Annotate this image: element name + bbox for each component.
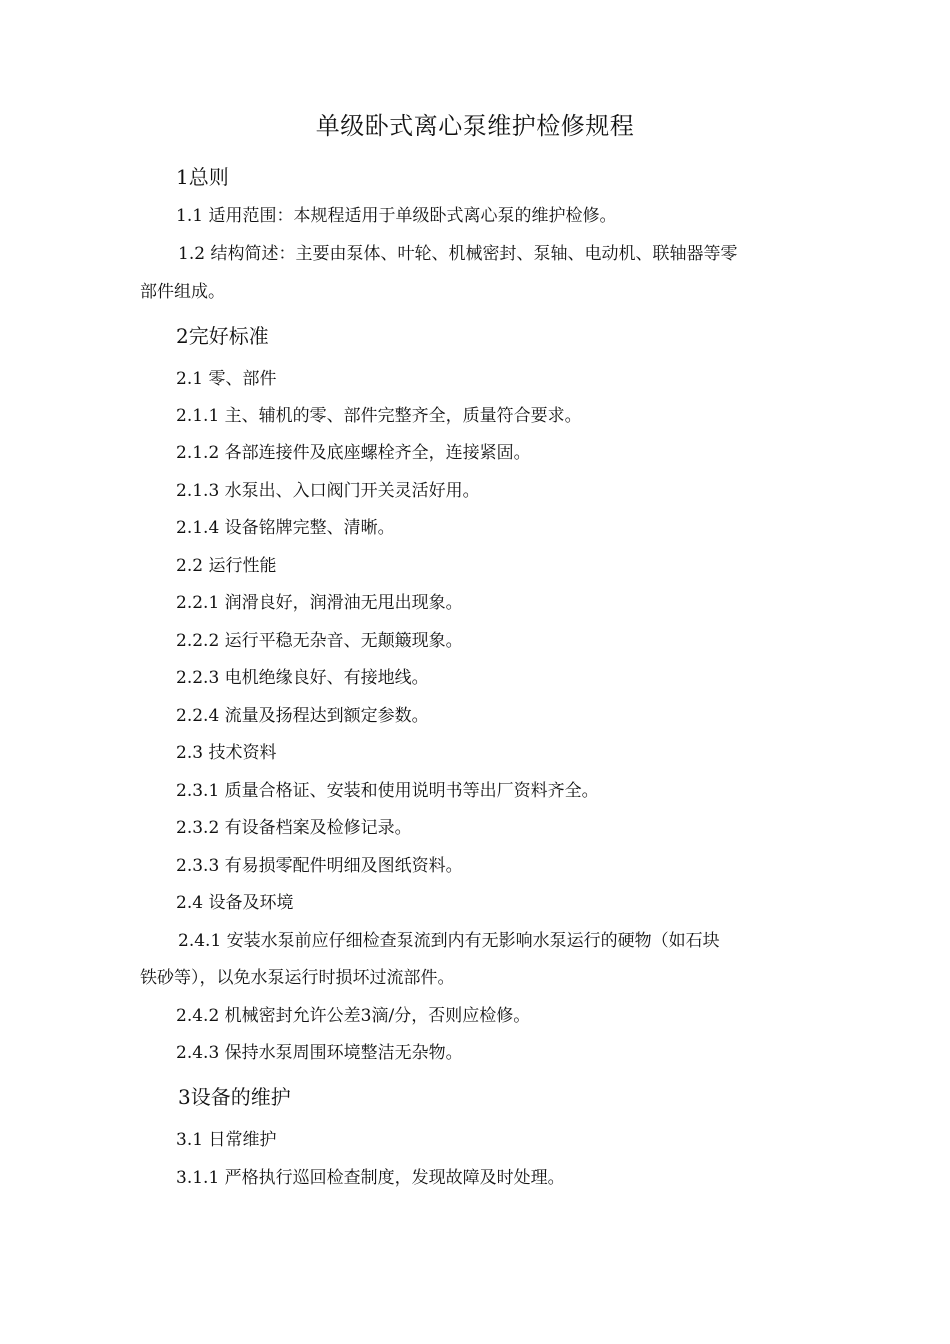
section-heading-maintenance: 3设备的维护: [178, 1085, 291, 1109]
paragraph-2-2-2: 2.2.2 运行平稳无杂音、无颠簸现象。: [176, 631, 463, 651]
paragraph-2-3: 2.3 技术资料: [176, 743, 277, 763]
section-heading-general: 1总则: [176, 165, 229, 189]
paragraph-1-2-line2: 部件组成。: [140, 282, 225, 302]
paragraph-2-1-1: 2.1.1 主、辅机的零、部件完整齐全，质量符合要求。: [176, 406, 582, 426]
paragraph-2-2-1: 2.2.1 润滑良好，润滑油无甩出现象。: [176, 593, 463, 613]
paragraph-2-4: 2.4 设备及环境: [176, 893, 294, 913]
paragraph-3-1: 3.1 日常维护: [176, 1130, 277, 1150]
paragraph-3-1-1: 3.1.1 严格执行巡回检查制度，发现故障及时处理。: [176, 1168, 565, 1188]
paragraph-2-3-3: 2.3.3 有易损零配件明细及图纸资料。: [176, 856, 463, 876]
paragraph-2-1: 2.1 零、部件: [176, 369, 277, 389]
section-heading-standards: 2完好标准: [176, 324, 269, 348]
paragraph-1-2-line1: 1.2 结构简述：主要由泵体、叶轮、机械密封、泵轴、电动机、联轴器等零: [178, 244, 738, 264]
paragraph-2-2: 2.2 运行性能: [176, 556, 277, 576]
paragraph-2-2-3: 2.2.3 电机绝缘良好、有接地线。: [176, 668, 429, 688]
paragraph-2-1-4: 2.1.4 设备铭牌完整、清晰。: [176, 518, 395, 538]
paragraph-2-3-2: 2.3.2 有设备档案及检修记录。: [176, 818, 412, 838]
paragraph-2-3-1: 2.3.1 质量合格证、安装和使用说明书等出厂资料齐全。: [176, 781, 599, 801]
paragraph-2-4-2: 2.4.2 机械密封允许公差3滴/分，否则应检修。: [176, 1006, 531, 1026]
paragraph-1-1: 1.1 适用范围：本规程适用于单级卧式离心泵的维护检修。: [176, 206, 617, 226]
paragraph-2-1-3: 2.1.3 水泵出、入口阀门开关灵活好用。: [176, 481, 480, 501]
paragraph-2-1-2: 2.1.2 各部连接件及底座螺栓齐全，连接紧固。: [176, 443, 531, 463]
document-title: 单级卧式离心泵维护检修规程: [315, 112, 635, 140]
paragraph-2-4-1-line2: 铁砂等），以免水泵运行时损坏过流部件。: [140, 968, 455, 988]
paragraph-2-4-3: 2.4.3 保持水泵周围环境整洁无杂物。: [176, 1043, 463, 1063]
paragraph-2-4-1-line1: 2.4.1 安装水泵前应仔细检查泵流到内有无影响水泵运行的硬物（如石块: [178, 931, 720, 951]
paragraph-2-2-4: 2.2.4 流量及扬程达到额定参数。: [176, 706, 429, 726]
